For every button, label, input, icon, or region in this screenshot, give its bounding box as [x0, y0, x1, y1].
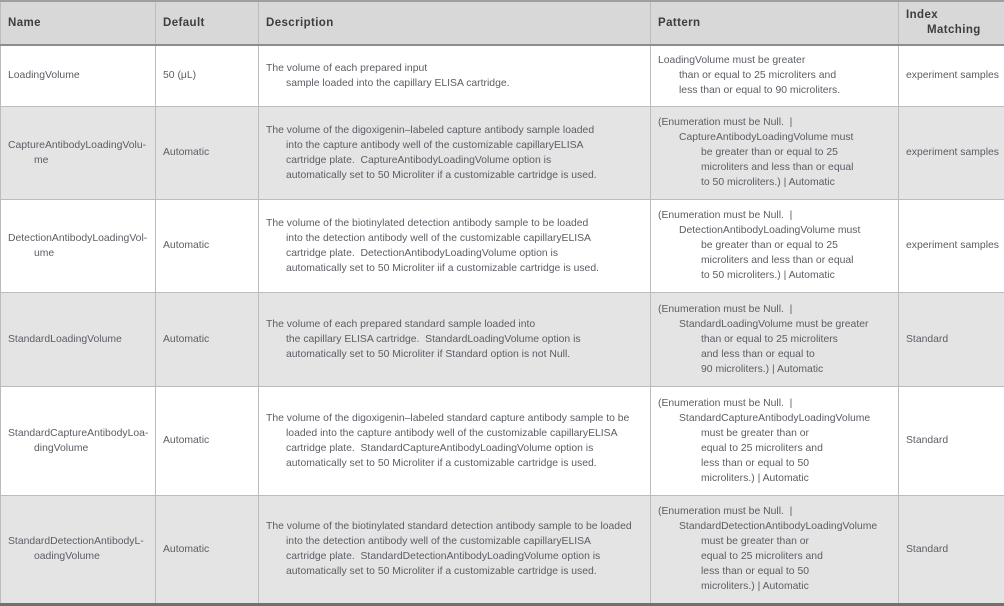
pattern-line: StandardCaptureAntibodyLoadingVolume — [679, 412, 871, 424]
description-cell — [259, 386, 651, 495]
column-header-label-line: Index — [906, 9, 939, 21]
pattern-cell — [651, 386, 899, 495]
name-cell — [1, 386, 156, 495]
name-line: DetectionAntibodyLoadingVol- — [8, 232, 148, 244]
description-line: The volume of the digoxigenin–labeled standard capture antibody sample to be — [266, 412, 630, 424]
description-line: into the detection antibody well of the customizable capillaryELISA — [286, 536, 591, 547]
pattern-cell — [651, 106, 899, 199]
description-line: the capillary ELISA cartridge. StandardLoadingVolume option is — [286, 333, 581, 345]
pattern-cell — [651, 199, 899, 292]
default-value: Automatic — [163, 333, 210, 345]
header-row — [1, 1, 1004, 45]
default-cell — [156, 495, 259, 604]
description-line: into the detection antibody well of the customizable capillaryELISA — [286, 232, 591, 244]
description-line: cartridge plate. CaptureAntibodyLoadingVolume option is — [286, 154, 552, 166]
name-line: StandardCaptureAntibodyLoa- — [8, 427, 149, 439]
name-line: CaptureAntibodyLoadingVolu- — [8, 139, 147, 151]
table-row — [1, 45, 1004, 106]
pattern-line: to 50 microliters.) | Automatic — [701, 177, 835, 188]
description-line: The volume of each prepared standard sample loaded into — [266, 318, 536, 330]
default-value: Automatic — [163, 435, 210, 446]
pattern-line: StandardDetectionAntibodyLoadingVolume — [679, 521, 878, 532]
description-line: automatically set to 50 Microliter iif a customizable cartridge is used. — [286, 262, 600, 274]
pattern-line: less than or equal to 50 — [701, 566, 810, 577]
table-row — [1, 292, 1004, 386]
name-cell — [1, 45, 156, 106]
default-cell — [156, 45, 259, 106]
name-line: me — [34, 154, 49, 166]
pattern-line: 90 microliters.) | Automatic — [701, 363, 824, 375]
pattern-cell — [651, 45, 899, 106]
description-line: The volume of each prepared input — [266, 62, 428, 74]
description-line: into the capture antibody well of the customizable capillaryELISA — [286, 139, 584, 151]
name-cell — [1, 495, 156, 604]
description-cell — [259, 106, 651, 199]
name-line: dingVolume — [34, 442, 89, 454]
description-line: The volume of the digoxigenin–labeled capture antibody sample loaded — [266, 124, 595, 136]
index-matching-value: Standard — [906, 333, 949, 345]
default-cell — [156, 386, 259, 495]
pattern-cell — [651, 495, 899, 604]
description-line: The volume of the biotinylated detection antibody sample to be loaded — [266, 217, 589, 229]
column-header-pattern — [651, 1, 899, 45]
name-cell — [1, 106, 156, 199]
description-line: sample loaded into the capillary ELISA cartridge. — [286, 77, 510, 89]
index-matching-cell — [899, 199, 1004, 292]
name-line: ume — [34, 247, 55, 259]
table-row — [1, 386, 1004, 495]
description-line: loaded into the capture antibody well of the customizable capillaryELISA — [286, 427, 618, 439]
name-line: StandardDetectionAntibodyL- — [8, 536, 144, 547]
pattern-line: microliters.) | Automatic — [701, 472, 809, 484]
pattern-line: must be greater than or — [701, 536, 810, 547]
pattern-line: (Enumeration must be Null. | — [658, 506, 793, 517]
index-matching-cell — [899, 45, 1004, 106]
pattern-line: microliters.) | Automatic — [701, 581, 809, 592]
column-header-label: Description — [266, 16, 334, 29]
default-cell — [156, 199, 259, 292]
pattern-line: CaptureAntibodyLoadingVolume must — [679, 132, 854, 143]
column-header-index-matching — [899, 1, 1004, 45]
pattern-line: equal to 25 microliters and — [701, 551, 823, 562]
table-row — [1, 495, 1004, 604]
default-cell — [156, 106, 259, 199]
description-cell — [259, 292, 651, 386]
table-row — [1, 199, 1004, 292]
pattern-line: (Enumeration must be Null. | — [658, 210, 793, 221]
index-matching-cell — [899, 292, 1004, 386]
pattern-line: less than or equal to 90 microliters. — [679, 85, 841, 97]
index-matching-cell — [899, 386, 1004, 495]
table-row — [1, 106, 1004, 199]
description-line: cartridge plate. DetectionAntibodyLoadingVolume option is — [286, 247, 559, 259]
description-line: The volume of the biotinylated standard detection antibody sample to be loaded — [266, 521, 632, 532]
description-cell — [259, 199, 651, 292]
column-header-label-line: Matching — [927, 24, 981, 36]
pattern-line: and less than or equal to — [701, 348, 815, 360]
column-header-description — [259, 1, 651, 45]
pattern-line: LoadingVolume must be greater — [658, 55, 806, 67]
description-line: automatically set to 50 Microliter if a customizable cartridge is used. — [286, 457, 597, 469]
column-header-label: Pattern — [658, 16, 701, 29]
description-line: automatically set to 50 Microliter if a customizable cartridge is used. — [286, 566, 597, 577]
index-matching-cell — [899, 106, 1004, 199]
index-matching-cell — [899, 495, 1004, 604]
pattern-cell — [651, 292, 899, 386]
pattern-line: microliters and less than or equal — [701, 255, 854, 266]
pattern-line: (Enumeration must be Null. | — [658, 397, 793, 409]
index-matching-value: Standard — [906, 543, 949, 555]
name-line: oadingVolume — [34, 551, 100, 562]
pattern-line: to 50 microliters.) | Automatic — [701, 270, 835, 281]
pattern-line: (Enumeration must be Null. | — [658, 303, 793, 315]
column-header-label: Default — [163, 16, 205, 29]
default-cell — [156, 292, 259, 386]
pattern-line: be greater than or equal to 25 — [701, 240, 838, 251]
description-line: automatically set to 50 Microliter if Standard option is not Null. — [286, 348, 571, 360]
table-body — [1, 45, 1004, 604]
pattern-line: (Enumeration must be Null. | — [658, 117, 793, 128]
column-header-name — [1, 1, 156, 45]
description-cell — [259, 495, 651, 604]
default-value: Automatic — [163, 147, 210, 158]
pattern-line: than or equal to 25 microliters — [701, 333, 838, 345]
index-matching-value: experiment samples — [906, 240, 999, 251]
default-value: Automatic — [163, 543, 210, 555]
column-header-label: Name — [8, 16, 41, 29]
description-line: cartridge plate. StandardDetectionAntibodyLoadingVolume option is — [286, 551, 601, 562]
pattern-line: than or equal to 25 microliters and — [679, 70, 837, 82]
default-value: 50 (μL) — [163, 70, 197, 82]
pattern-line: be greater than or equal to 25 — [701, 147, 838, 158]
description-cell — [259, 45, 651, 106]
pattern-line: must be greater than or — [701, 427, 810, 439]
name-cell — [1, 292, 156, 386]
pattern-line: DetectionAntibodyLoadingVolume must — [679, 225, 861, 236]
name-line: StandardLoadingVolume — [8, 333, 122, 345]
description-line: automatically set to 50 Microliter if a customizable cartridge is used. — [286, 169, 597, 181]
table-header — [1, 1, 1004, 45]
index-matching-value: Standard — [906, 435, 949, 446]
pattern-line: StandardLoadingVolume must be greater — [679, 318, 869, 330]
name-line: LoadingVolume — [8, 70, 80, 82]
default-value: Automatic — [163, 240, 210, 251]
description-line: cartridge plate. StandardCaptureAntibodyLoadingVolume option is — [286, 442, 594, 454]
column-header-default — [156, 1, 259, 45]
name-cell — [1, 199, 156, 292]
index-matching-value: experiment samples — [906, 147, 999, 158]
index-matching-value: experiment samples — [906, 70, 999, 82]
pattern-line: less than or equal to 50 — [701, 457, 810, 469]
pattern-line: microliters and less than or equal — [701, 162, 854, 173]
pattern-line: equal to 25 microliters and — [701, 442, 823, 454]
